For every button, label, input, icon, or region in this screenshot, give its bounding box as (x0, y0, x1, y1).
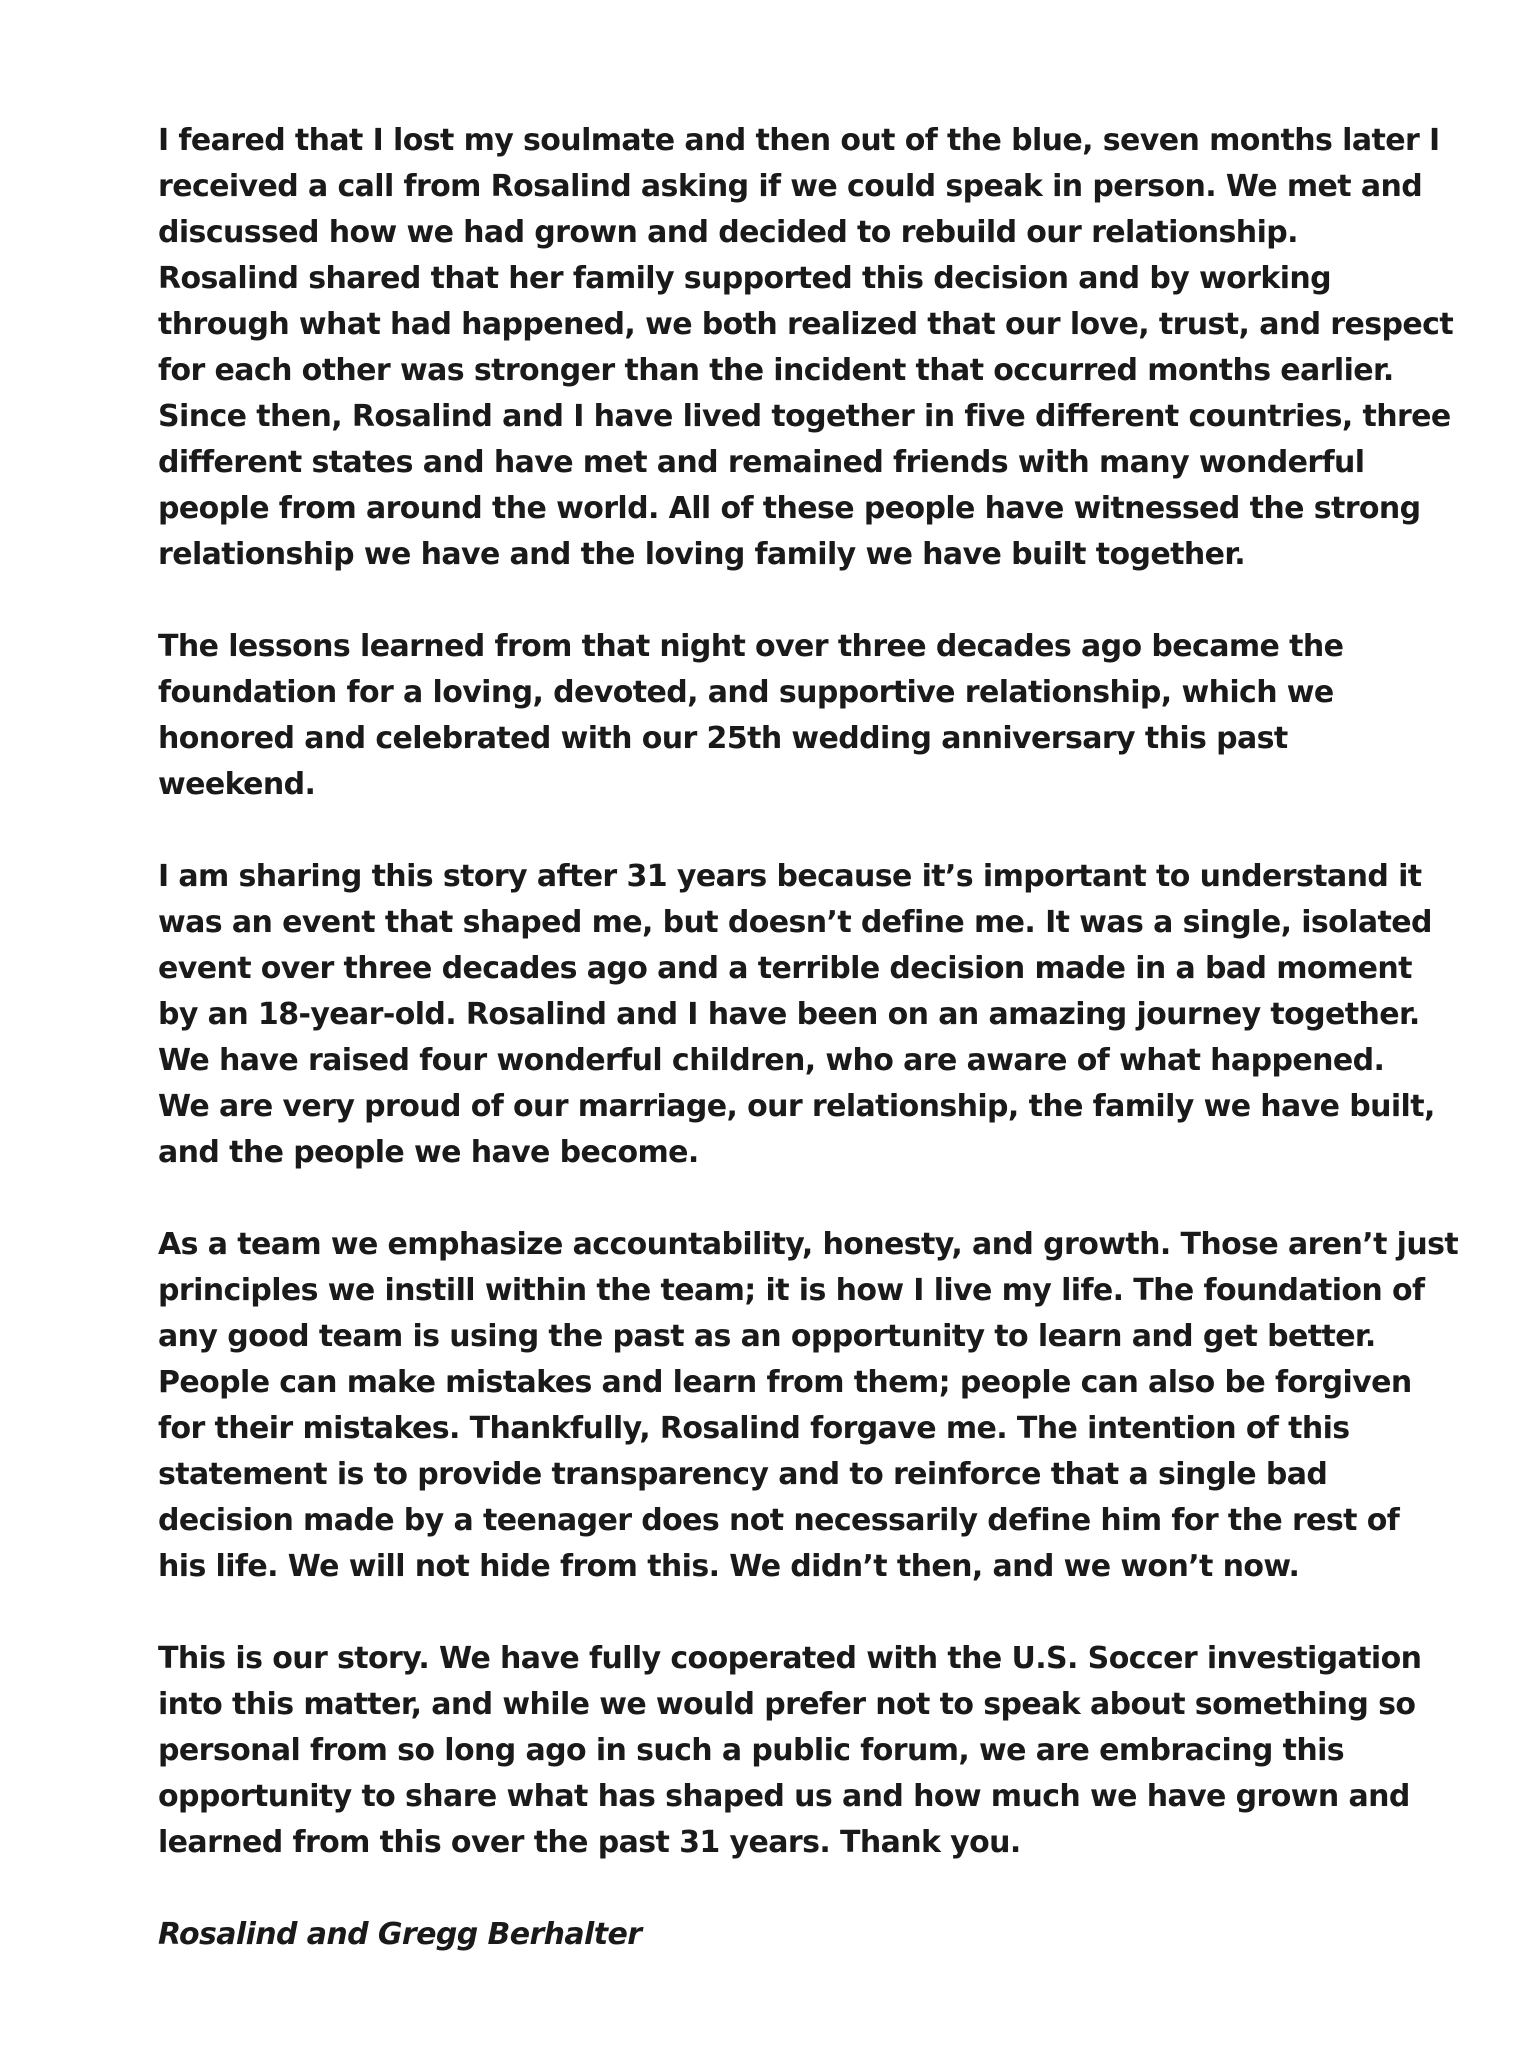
paragraph-line: through what had happened, we both realized that our love, trust, and respect (158, 307, 1454, 342)
paragraph-line: Rosalind shared that her family supported this decision and by working (158, 261, 1332, 296)
paragraph-line: people from around the world. All of these people have witnessed the strong (158, 491, 1421, 526)
paragraph-3 (158, 854, 1435, 1176)
paragraph-1 (158, 118, 1454, 578)
paragraph-line: opportunity to share what has shaped us and how much we have grown and (158, 1779, 1410, 1814)
paragraph-line: honored and celebrated with our 25th wedding anniversary this past (158, 721, 1288, 756)
paragraph-line: learned from this over the past 31 years. Thank you. (158, 1825, 1021, 1860)
paragraph-line: different states and have met and remained friends with many wonderful (158, 445, 1365, 480)
paragraph-line: for each other was stronger than the incident that occurred months earlier. (158, 353, 1394, 388)
statement-body (158, 118, 1459, 1866)
paragraph-line: by an 18-year-old. Rosalind and I have been on an amazing journey together. (158, 997, 1420, 1032)
signature: Rosalind and Gregg Berhalter (158, 1917, 642, 1952)
paragraph-line: This is our story. We have fully cooperated with the U.S. Soccer investigation (158, 1641, 1422, 1676)
paragraph-line: foundation for a loving, devoted, and supportive relationship, which we (158, 675, 1334, 710)
paragraph-line: I feared that I lost my soulmate and then out of the blue, seven months later I (158, 123, 1440, 158)
paragraph-line: and the people we have become. (158, 1135, 699, 1170)
paragraph-line: event over three decades ago and a terrible decision made in a bad moment (158, 951, 1412, 986)
paragraph-line: We are very proud of our marriage, our relationship, the family we have built, (158, 1089, 1435, 1124)
paragraph-line: into this matter, and while we would prefer not to speak about something so (158, 1687, 1416, 1722)
paragraph-line: As a team we emphasize accountability, honesty, and growth. Those aren’t just (158, 1227, 1459, 1262)
paragraph-line: any good team is using the past as an opportunity to learn and get better. (158, 1319, 1376, 1354)
paragraph-line: Since then, Rosalind and I have lived together in five different countries, three (158, 399, 1451, 434)
paragraph-line: statement is to provide transparency and to reinforce that a single bad (158, 1457, 1328, 1492)
paragraph-4 (158, 1222, 1459, 1590)
paragraph-line: discussed how we had grown and decided to rebuild our relationship. (158, 215, 1298, 250)
paragraph-line: We have raised four wonderful children, who are aware of what happened. (158, 1043, 1385, 1078)
statement-document (158, 118, 1459, 1958)
paragraph-line: was an event that shaped me, but doesn’t define me. It was a single, isolated (158, 905, 1432, 940)
paragraph-line: his life. We will not hide from this. We didn’t then, and we won’t now. (158, 1549, 1300, 1584)
paragraph-line: decision made by a teenager does not necessarily define him for the rest of (158, 1503, 1400, 1538)
paragraph-line: People can make mistakes and learn from them; people can also be forgiven (158, 1365, 1412, 1400)
paragraph-line: principles we instill within the team; it is how I live my life. The foundation of (158, 1273, 1425, 1308)
paragraph-5 (158, 1636, 1422, 1866)
paragraph-line: for their mistakes. Thankfully, Rosalind forgave me. The intention of this (158, 1411, 1350, 1446)
paragraph-line: personal from so long ago in such a public forum, we are embracing this (158, 1733, 1345, 1768)
paragraph-line: The lessons learned from that night over three decades ago became the (158, 629, 1344, 664)
paragraph-line: weekend. (158, 767, 316, 802)
paragraph-line: received a call from Rosalind asking if we could speak in person. We met and (158, 169, 1423, 204)
paragraph-line: I am sharing this story after 31 years because it’s important to understand it (158, 859, 1422, 894)
paragraph-line: relationship we have and the loving family we have built together. (158, 537, 1246, 572)
paragraph-2 (158, 624, 1418, 808)
